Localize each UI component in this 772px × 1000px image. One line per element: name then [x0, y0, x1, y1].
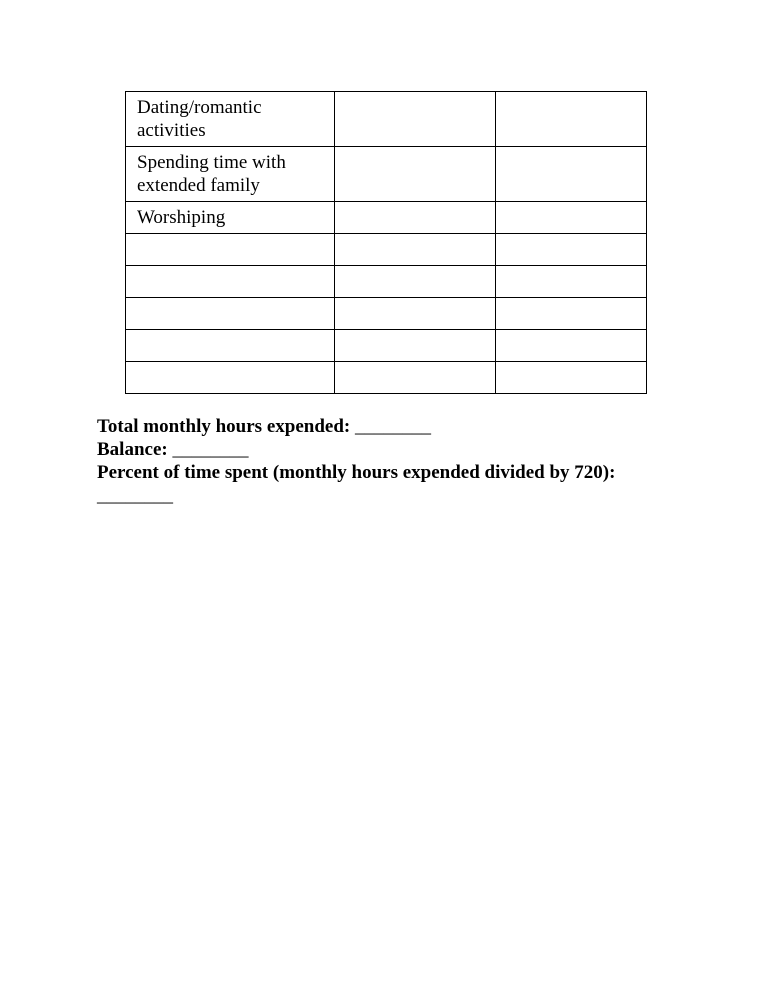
table-row [126, 234, 647, 266]
balance-label: Balance: [97, 439, 168, 460]
activity-cell [126, 92, 335, 147]
hours-cell[interactable] [335, 330, 496, 362]
percent-line [97, 461, 737, 484]
summary-section [97, 415, 737, 507]
total-hours-line [97, 415, 737, 438]
hours-cell[interactable] [335, 202, 496, 234]
notes-cell[interactable] [496, 147, 647, 202]
activity-label: Spending time with extended family [137, 152, 286, 196]
hours-cell[interactable] [335, 266, 496, 298]
table-row [126, 202, 647, 234]
table-row [126, 92, 647, 147]
notes-cell[interactable] [496, 330, 647, 362]
activity-cell [126, 147, 335, 202]
notes-cell[interactable] [496, 298, 647, 330]
percent-label: Percent of time spent (monthly hours expended divided by 720): [97, 462, 616, 483]
activity-cell[interactable] [126, 330, 335, 362]
activity-label: Dating/romantic activities [137, 97, 262, 141]
balance-line [97, 438, 737, 461]
activity-label: Worshiping [137, 207, 226, 228]
notes-cell[interactable] [496, 234, 647, 266]
hours-cell[interactable] [335, 298, 496, 330]
activity-cell[interactable] [126, 266, 335, 298]
activity-cell[interactable] [126, 298, 335, 330]
total-hours-blank[interactable]: ________ [354, 416, 431, 437]
table-row [126, 147, 647, 202]
activity-cell [126, 202, 335, 234]
notes-cell[interactable] [496, 362, 647, 394]
table-row [126, 298, 647, 330]
activity-table [125, 91, 647, 394]
hours-cell[interactable] [335, 362, 496, 394]
table-row [126, 362, 647, 394]
notes-cell[interactable] [496, 92, 647, 147]
total-hours-label: Total monthly hours expended: [97, 416, 351, 437]
percent-blank-line [97, 484, 737, 507]
hours-cell[interactable] [335, 147, 496, 202]
hours-cell[interactable] [335, 234, 496, 266]
notes-cell[interactable] [496, 202, 647, 234]
hours-cell[interactable] [335, 92, 496, 147]
table-row [126, 266, 647, 298]
notes-cell[interactable] [496, 266, 647, 298]
balance-blank[interactable]: ________ [172, 439, 249, 460]
percent-blank[interactable]: ________ [97, 485, 173, 506]
table-row [126, 330, 647, 362]
activity-cell[interactable] [126, 362, 335, 394]
activity-cell[interactable] [126, 234, 335, 266]
